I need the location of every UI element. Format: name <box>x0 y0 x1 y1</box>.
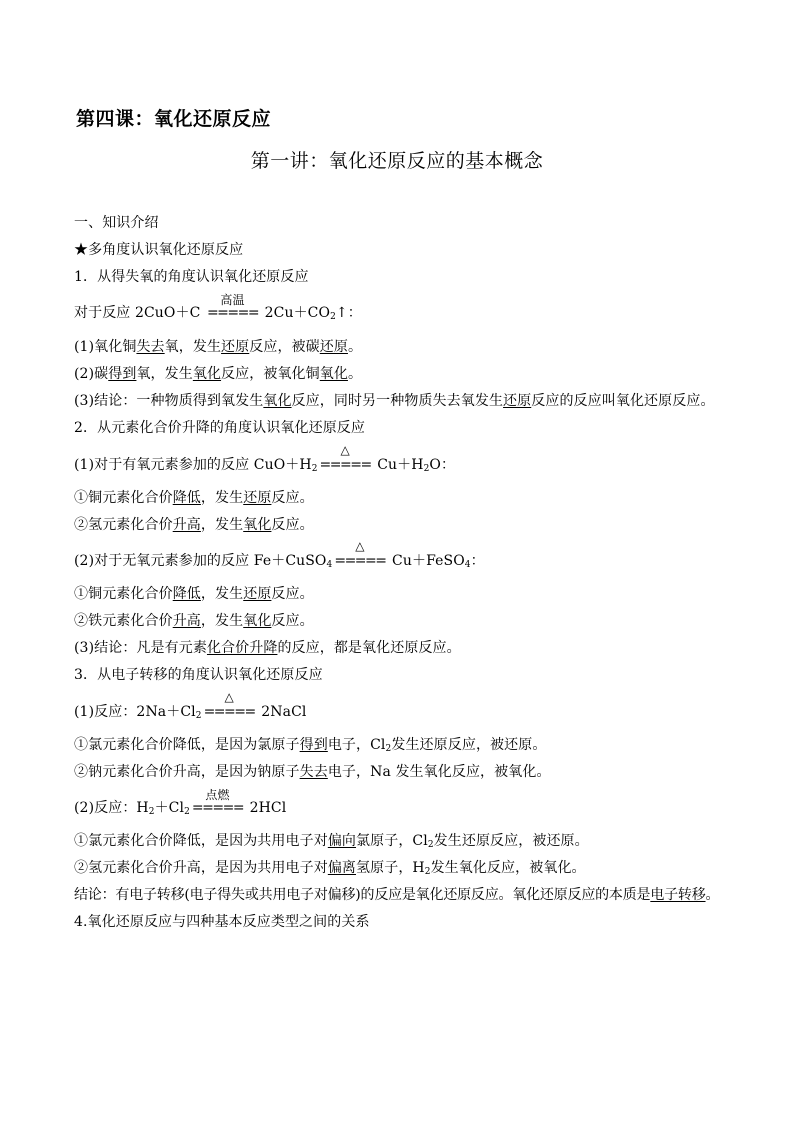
text: ②铁元素化合价 <box>74 613 173 629</box>
subscript: 4 <box>464 560 471 570</box>
eq-sign: ===== <box>334 553 386 569</box>
lesson-title: 第四课：氧化还原反应 <box>76 108 272 130</box>
heat-condition: △ <box>355 539 365 553</box>
eq-condition-sign <box>191 788 244 816</box>
star-heading: ★多角度认识氧化还原反应 <box>74 242 244 258</box>
text: ①铜元素化合价 <box>74 490 173 506</box>
part1-heading: 1．从得失氧的角度认识氧化还原反应 <box>74 269 309 285</box>
underlined-answer: 氧化 <box>243 517 272 533</box>
underlined-answer: 还原 <box>243 490 272 506</box>
text: ，发生 <box>200 517 244 533</box>
text: Cu＋FeSO <box>387 553 465 569</box>
eq-condition-sign <box>206 293 259 321</box>
heat-condition: △ <box>224 690 234 704</box>
eq-condition-sign <box>334 539 386 569</box>
text: 反应。 <box>271 613 314 629</box>
text: 反应。 <box>271 517 314 533</box>
ignition-condition: 点燃 <box>205 788 230 802</box>
underlined-answer: 还原 <box>319 339 348 355</box>
part2-a2 <box>74 514 314 534</box>
subscript: 2 <box>311 464 318 474</box>
text: (3)结论：凡是有元素 <box>74 640 207 656</box>
eq-condition-sign <box>319 443 371 473</box>
part1-line3 <box>74 390 715 410</box>
underlined-answer: 电子转移 <box>650 887 706 903</box>
text: 2HCl <box>245 800 287 816</box>
underlined-answer: 化合价升降 <box>206 640 278 656</box>
subscript: 2 <box>148 807 155 817</box>
subscript: 2 <box>423 464 430 474</box>
part3-s2 <box>74 761 551 781</box>
part2-reaction2 <box>74 539 485 570</box>
text: 反应的反应叫氧化还原反应。 <box>531 393 715 409</box>
text: 。 <box>347 366 363 382</box>
underlined-answer: 还原 <box>503 393 532 409</box>
underlined-answer: 氧化 <box>243 613 272 629</box>
text: ②氢元素化合价 <box>74 517 173 533</box>
underlined-answer: 降低 <box>172 490 201 506</box>
text: 氧，发生 <box>136 366 193 382</box>
underlined-answer: 偏向 <box>327 833 357 849</box>
section-heading: 一、知识介绍 <box>74 215 159 231</box>
text: ①氯元素化合价降低，是因为共用电子对 <box>74 833 328 849</box>
subscript: 4 <box>326 560 333 570</box>
eq-prefix: 对于反应 2CuO＋C <box>74 305 205 321</box>
subscript: 2 <box>427 840 434 850</box>
text: (1)氧化铜 <box>74 339 137 355</box>
text: 。 <box>705 887 720 903</box>
underlined-answer: 氧化 <box>319 366 348 382</box>
text: 电子，Cl <box>327 737 386 753</box>
eq-sign: ===== <box>206 305 259 321</box>
part3-s1 <box>74 734 546 754</box>
text: Cu＋H <box>372 457 424 473</box>
part4-heading: 4.氧化还原反应与四种基本反应类型之间的关系 <box>74 914 370 930</box>
eq-sign: ===== <box>203 704 255 720</box>
text: ②钠元素化合价升高，是因为钠原子 <box>74 764 300 780</box>
underlined-answer: 失去 <box>299 764 328 780</box>
text: 反应，被碳 <box>249 339 320 355</box>
heat-condition: △ <box>340 443 350 457</box>
underlined-answer: 得到 <box>299 737 328 753</box>
part3-conclusion <box>74 884 719 904</box>
part2-b1 <box>74 583 314 603</box>
text: 2NaCl <box>256 704 307 720</box>
text: 发生还原反应，被还原。 <box>391 737 547 753</box>
eq-suffix: 2Cu＋CO <box>260 305 331 321</box>
subscript: 2 <box>424 867 431 877</box>
lecture-title: 第一讲：氧化还原反应的基本概念 <box>250 150 544 172</box>
text: 反应。 <box>271 490 314 506</box>
subscript: 2 <box>385 744 392 754</box>
text: (1)反应：2Na＋Cl <box>74 704 196 720</box>
part3-heading: 3．从电子转移的角度认识氧化还原反应 <box>74 667 323 683</box>
underlined-answer: 偏离 <box>327 860 357 876</box>
text: 。 <box>347 339 363 355</box>
underlined-answer: 失去 <box>136 339 165 355</box>
text: ，发生 <box>200 586 244 602</box>
part2-reaction1 <box>74 443 456 474</box>
subscript: 2 <box>195 711 202 721</box>
text: (2)碳 <box>74 366 109 382</box>
underlined-answer: 还原 <box>243 586 272 602</box>
text: (2)对于无氧元素参加的反应 Fe＋CuSO <box>74 553 327 569</box>
text: (2)反应：H <box>74 800 149 816</box>
text: ＋Cl <box>154 800 185 816</box>
underlined-answer: 得到 <box>108 366 137 382</box>
subscript: 2 <box>184 807 190 817</box>
part1-equation <box>74 293 362 322</box>
part3-reaction1 <box>74 690 307 721</box>
text: 反应。 <box>271 586 314 602</box>
part2-a1 <box>74 487 314 507</box>
part1-line1 <box>74 336 362 356</box>
text: 发生氧化反应，被氧化。 <box>430 860 586 876</box>
text: 反应，同时另一种物质失去氧发生 <box>291 393 504 409</box>
part2-heading: 2．从元素化合价升降的角度认识氧化还原反应 <box>74 420 366 436</box>
part3-t2 <box>74 857 586 877</box>
part3-t1 <box>74 830 589 850</box>
text: (1)对于有氧元素参加的反应 CuO＋H <box>74 457 312 473</box>
underlined-answer: 升高 <box>172 517 201 533</box>
part1-line2 <box>74 363 362 383</box>
text: 电子，Na 发生氧化反应，被氧化。 <box>327 764 551 780</box>
text: ①氯元素化合价降低，是因为氯原子 <box>74 737 300 753</box>
underlined-answer: 氧化 <box>192 366 222 382</box>
eq-sign: ===== <box>319 457 371 473</box>
text: 氯原子，Cl <box>356 833 428 849</box>
text: ①铜元素化合价 <box>74 586 173 602</box>
text: 发生还原反应，被还原。 <box>433 833 589 849</box>
underlined-answer: 氧化 <box>263 393 292 409</box>
text: 氧，发生 <box>164 339 222 355</box>
text: 氢原子，H <box>356 860 425 876</box>
underlined-answer: 升高 <box>172 613 201 629</box>
part3-reaction2 <box>74 788 287 817</box>
text: O： <box>429 457 456 473</box>
part2-conclusion <box>74 637 461 657</box>
text: ： <box>470 553 485 569</box>
eq-condition-sign <box>203 690 255 720</box>
eq-sign: ===== <box>191 800 244 816</box>
text: 反应，被氧化铜 <box>221 366 320 382</box>
text: ，发生 <box>200 613 244 629</box>
text: 结论：有电子转移(电子得失或共用电子对偏移)的反应是氧化还原反应。氧化还原反应的本质是 <box>74 887 651 903</box>
subscript: 2 <box>330 312 336 322</box>
underlined-answer: 还原 <box>221 339 250 355</box>
part2-b2 <box>74 610 314 630</box>
text: ②氢元素化合价升高，是因为共用电子对 <box>74 860 328 876</box>
text: ，发生 <box>200 490 244 506</box>
text: 的反应，都是氧化还原反应。 <box>277 640 461 656</box>
underlined-answer: 降低 <box>172 586 201 602</box>
eq-suffix-end: ↑： <box>335 305 362 321</box>
eq-condition: 高温 <box>220 293 245 307</box>
text: (3)结论：一种物质得到氧发生 <box>74 393 264 409</box>
